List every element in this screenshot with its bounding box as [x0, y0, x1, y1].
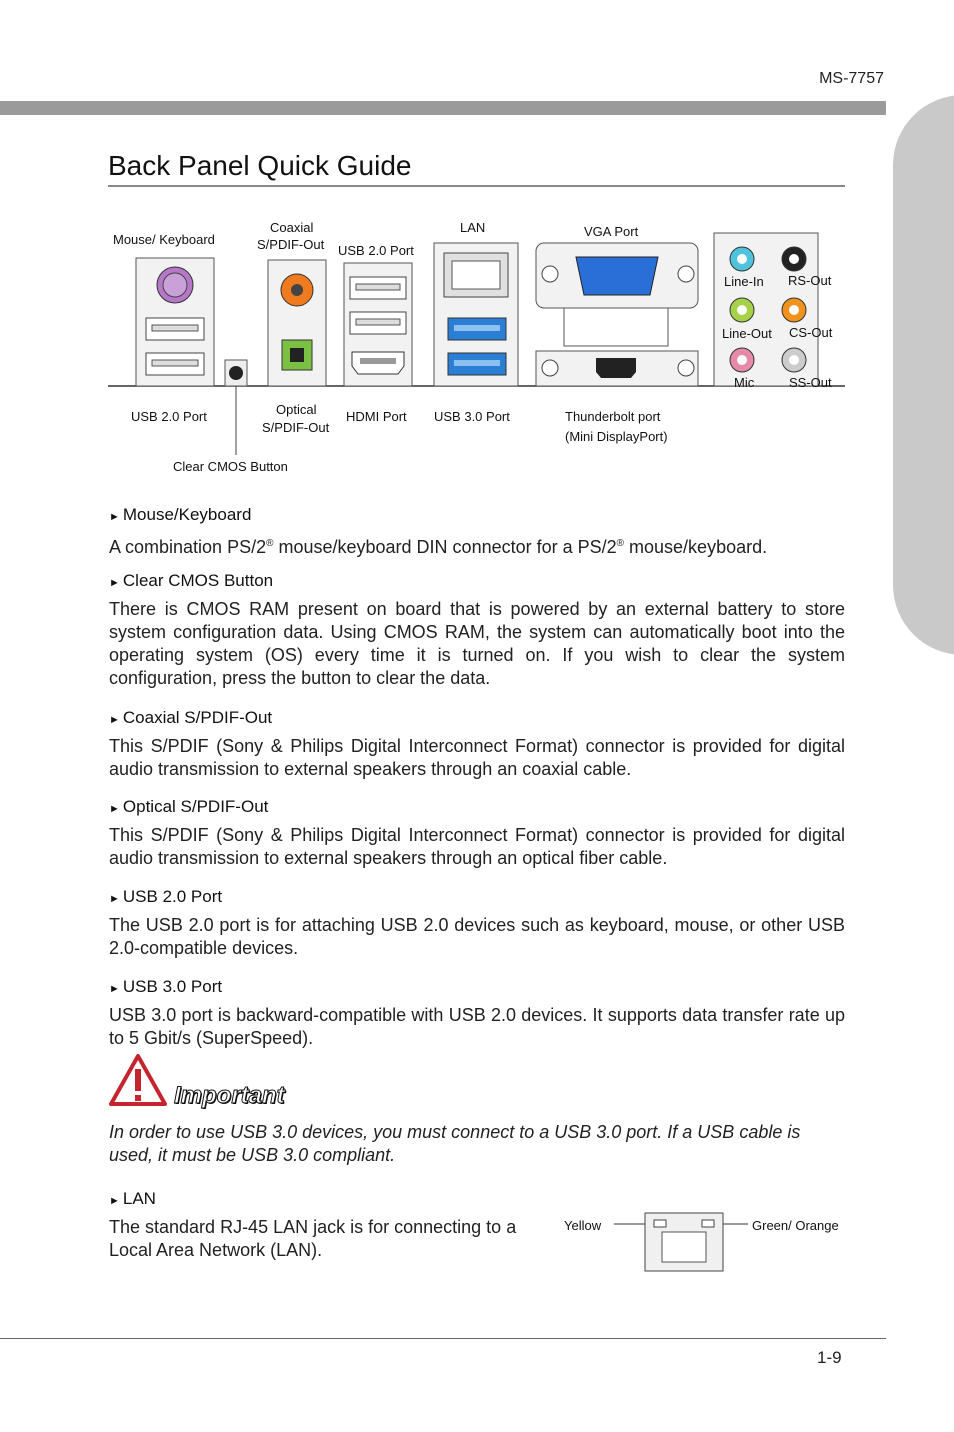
footer-rule	[0, 1338, 886, 1339]
label-line-in: Line-In	[724, 274, 764, 289]
label-ss-out: SS-Out	[789, 375, 832, 390]
label-mouse-keyboard: Mouse/ Keyboard	[113, 232, 215, 247]
section-text: mouse/keyboard.	[624, 537, 768, 557]
lan-jack-illustration	[610, 1210, 750, 1274]
page-title: Back Panel Quick Guide	[108, 150, 412, 181]
section-heading: Optical S/PDIF-Out	[122, 797, 269, 816]
section-text: USB 3.0 port is backward-compatible with USB 2.0 devices. It supports data transfer rate up to 5 Gbit/s (SuperSpeed).	[109, 1005, 845, 1048]
section-clear-cmos	[109, 569, 845, 690]
label-mic: Mic	[734, 375, 755, 390]
label-mini-displayport: (Mini DisplayPort)	[565, 429, 668, 444]
section-usb30	[109, 975, 845, 1050]
section-heading: Coaxial S/PDIF-Out	[122, 708, 273, 727]
label-hdmi: HDMI Port	[346, 409, 407, 424]
registered-mark: ®	[616, 538, 625, 549]
section-text: mouse/keyboard DIN connector for a PS/2	[273, 537, 617, 557]
bullet-arrow-icon: ►	[109, 1195, 120, 1207]
section-heading: LAN	[122, 1189, 156, 1208]
label-clear-cmos: Clear CMOS Button	[173, 459, 288, 474]
section-optical	[109, 795, 845, 870]
label-optical-spdif: S/PDIF-Out	[262, 420, 330, 435]
label-vga: VGA Port	[584, 224, 639, 239]
section-text: This S/PDIF (Sony & Philips Digital Interconnect Format) connector is provided for digital audio transmission to external speakers through an coaxial cable.	[109, 736, 845, 779]
label-yellow-led: Yellow	[564, 1218, 602, 1233]
section-usb20	[109, 885, 845, 960]
label-lan: LAN	[460, 220, 486, 235]
section-text: This S/PDIF (Sony & Philips Digital Interconnect Format) connector is provided for digital audio transmission to external speakers through an optical fiber cable.	[109, 825, 845, 868]
label-optical: Optical	[276, 402, 317, 417]
bullet-arrow-icon: ►	[109, 511, 120, 523]
title-divider	[108, 185, 845, 187]
registered-mark: ®	[266, 538, 274, 549]
label-rs-out: RS-Out	[788, 273, 832, 288]
section-coaxial	[109, 706, 845, 781]
section-heading: Clear CMOS Button	[122, 571, 274, 590]
label-usb20-bottom: USB 2.0 Port	[131, 409, 207, 424]
chapter-tab	[893, 95, 954, 655]
bullet-arrow-icon: ►	[109, 803, 120, 815]
label-coaxial-spdif: S/PDIF-Out	[257, 237, 325, 252]
bullet-arrow-icon: ►	[109, 577, 120, 589]
back-panel-diagram	[108, 215, 853, 480]
section-heading: Mouse/Keyboard	[122, 505, 252, 524]
label-cs-out: CS-Out	[789, 325, 833, 340]
section-text: The USB 2.0 port is for attaching USB 2.0 devices such as keyboard, mouse, or other USB 2.0-compatible devices.	[109, 915, 845, 958]
bullet-arrow-icon: ►	[109, 983, 120, 995]
label-line-out: Line-Out	[722, 326, 772, 341]
label-thunderbolt: Thunderbolt port	[565, 409, 661, 424]
label-green-orange-led: Green/ Orange	[752, 1218, 839, 1233]
label-usb30: USB 3.0 Port	[434, 409, 510, 424]
bullet-arrow-icon: ►	[109, 893, 120, 905]
chapter-label: Chapter 1	[857, 372, 895, 522]
section-heading: USB 2.0 Port	[122, 887, 223, 906]
warning-icon	[108, 1053, 168, 1107]
section-heading: USB 3.0 Port	[122, 977, 223, 996]
section-text: A combination PS/2	[109, 537, 267, 557]
important-label: Important	[174, 1082, 285, 1109]
model-number: MS-7757	[819, 70, 884, 87]
section-mouse-keyboard	[109, 503, 845, 559]
section-lan	[109, 1187, 559, 1262]
important-text: In order to use USB 3.0 devices, you must connect to a USB 3.0 port. If a USB cable is used, it must be USB 3.0 compliant.	[109, 1122, 801, 1165]
section-text: The standard RJ-45 LAN jack is for connecting to a Local Area Network (LAN).	[109, 1217, 517, 1260]
label-usb20-top: USB 2.0 Port	[338, 243, 414, 258]
bullet-arrow-icon: ►	[109, 714, 120, 726]
back-panel-illustration	[108, 215, 853, 480]
page-number: 1-9	[817, 1348, 842, 1367]
label-coaxial: Coaxial	[270, 220, 314, 235]
section-text: There is CMOS RAM present on board that is powered by an external battery to store system configuration data. Using CMOS RAM, the system can automatically boot into the operating system (OS) every time it is turned on. If you wish to clear the system configuration, press the button to clear the data.	[109, 599, 845, 688]
header-bar	[0, 101, 886, 115]
